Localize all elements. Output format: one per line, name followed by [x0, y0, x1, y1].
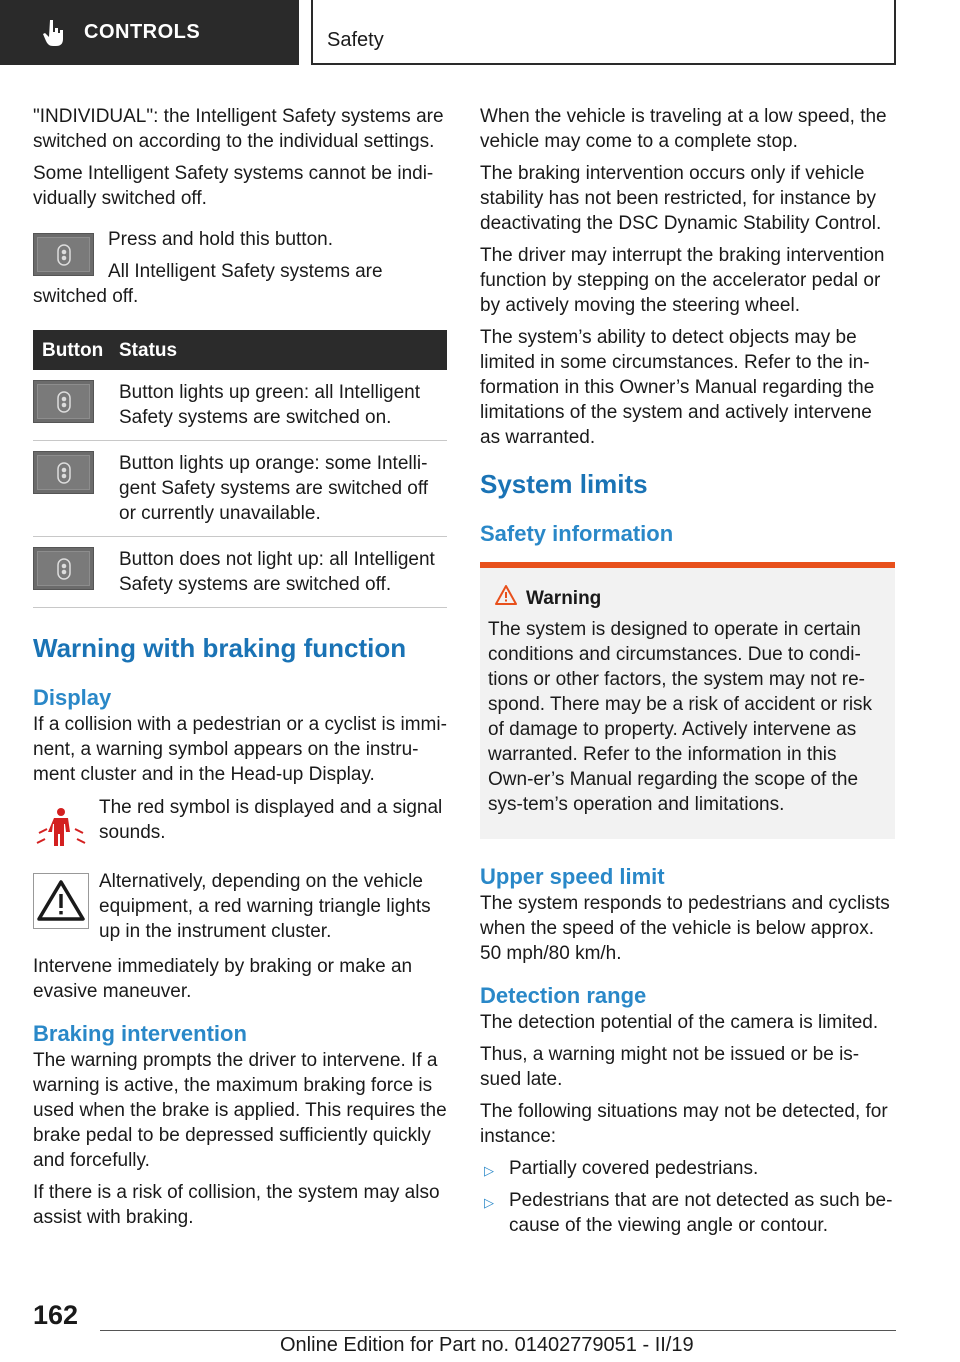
- heading-safety-information: Safety information: [480, 521, 674, 546]
- heading-display: Display: [33, 685, 112, 710]
- section-title-box: [311, 0, 896, 65]
- all-off-text: All Intelligent Safety systems are switched off.: [33, 261, 383, 307]
- red-symbol-text: The red symbol is displayed and a signal sounds.: [99, 797, 443, 843]
- table-row: [33, 537, 447, 608]
- bullet-triangle-icon: ▷: [484, 1195, 494, 1210]
- press-button-block: [33, 227, 447, 316]
- table-header-button: Button: [33, 330, 119, 370]
- detection-bullet-list: [480, 1156, 895, 1238]
- interrupt-paragraph: The driver may interrupt the braking intervention function by stepping on the accelerator pedal or by actively moving the steering wheel.: [480, 245, 885, 316]
- warning-triangle-icon: [33, 873, 89, 929]
- table-row: [33, 370, 447, 441]
- button-status-table: [33, 330, 447, 608]
- footer-edition: Online Edition for Part no. 01402779051 - II/19: [280, 1334, 694, 1356]
- intervene-paragraph: Intervene immediately by braking or make an evasive maneuver.: [33, 956, 413, 1002]
- speed-paragraph: The system responds to pedestrians and cyclists when the speed of the vehicle is below approx. 50 mph/80 km/h.: [480, 893, 890, 964]
- braking-paragraph-1: The warning prompts the driver to intervene. If a warning is active, the maximum braking force is used when the brake is applied. This requires the brake pedal to be depressed sufficiently quickly and forcefully.: [33, 1050, 447, 1171]
- section-tab-label: CONTROLS: [84, 21, 201, 43]
- heading-upper-speed-limit: Upper speed limit: [480, 864, 665, 889]
- hand-pointer-icon: [42, 18, 66, 48]
- page-number: 162: [33, 1300, 79, 1330]
- bullet-triangle-icon: ▷: [484, 1163, 494, 1178]
- heading-braking-intervention: Braking intervention: [33, 1021, 247, 1046]
- table-header-status: Status: [119, 330, 447, 370]
- heading-detection-range: Detection range: [480, 983, 647, 1008]
- status-cell: Button lights up orange: some Intelli-gent Safety systems are switched off or currently unavailable.: [119, 441, 447, 537]
- warning-title-text: Warning: [526, 588, 602, 609]
- range-paragraph-1: The detection potential of the camera is limited.: [480, 1012, 879, 1033]
- display-paragraph: If a collision with a pedestrian or a cyclist is immi-nent, a warning symbol appears on the instru-ment cluster and in the Head-up Display.: [33, 714, 447, 785]
- right-column: [480, 104, 895, 1245]
- section-tab: [0, 0, 299, 65]
- braking-paragraph-2: If there is a risk of collision, the system may also assist with braking.: [33, 1182, 440, 1228]
- individual-paragraph: "INDIVIDUAL": the Intelligent Safety systems are switched on according to the individual settings.: [33, 106, 444, 152]
- pedestrian-warning-icon: [33, 799, 89, 851]
- heading-system-limits: System limits: [480, 469, 648, 499]
- warning-box: [480, 562, 895, 839]
- press-hold-text: Press and hold this button.: [108, 229, 333, 250]
- list-item: ▷ Pedestrians that are not detected as such be-cause of the viewing angle or contour.: [484, 1190, 893, 1236]
- stability-paragraph: The braking intervention occurs only if vehicle stability has not been restricted, for instance by deactivating the DSC Dynamic Stability Control.: [480, 163, 882, 234]
- triangle-row: [33, 869, 447, 947]
- warning-icon: [494, 584, 518, 606]
- range-paragraph-2: Thus, a warning might not be issued or be is-sued late.: [480, 1044, 860, 1090]
- warning-text: The system is designed to operate in certain conditions and circumstances. Due to condi-tions or other factors, the system may not re-spond. There may be a risk of accident or risk of damage to property. Actively intervene as warranted. Refer to the information in this Own-er’s Manual regarding the scope of the sys-tem’s operation and limitations.: [488, 619, 873, 815]
- safety-button-icon: [33, 380, 94, 423]
- status-cell: Button does not light up: all Intelligent Safety systems are switched off.: [119, 537, 447, 608]
- range-paragraph-3: The following situations may not be detected, for instance:: [480, 1101, 888, 1147]
- footer-divider: [100, 1330, 896, 1331]
- triangle-text: Alternatively, depending on the vehicle equipment, a red warning triangle lights up in the instrument cluster.: [99, 871, 431, 942]
- detect-paragraph: The system’s ability to detect objects may be limited in some circumstances. Refer to the in-formation in this Owner’s Manual regarding the limitations of the system and actively intervene as warranted.: [480, 327, 875, 448]
- list-item: ▷ Partially covered pedestrians.: [480, 1156, 895, 1181]
- heading-warning-braking: Warning with braking function: [33, 633, 407, 663]
- safety-button-icon: [33, 451, 94, 494]
- red-symbol-row: [33, 795, 447, 855]
- section-title: Safety: [327, 29, 384, 51]
- safety-button-icon: [33, 233, 94, 276]
- switch-off-paragraph: Some Intelligent Safety systems cannot be indi-vidually switched off.: [33, 163, 434, 209]
- table-row: [33, 441, 447, 537]
- status-cell: Button lights up green: all Intelligent Safety systems are switched on.: [119, 370, 447, 441]
- low-speed-paragraph: When the vehicle is traveling at a low speed, the vehicle may come to a complete stop.: [480, 106, 887, 152]
- left-column: [33, 104, 447, 1237]
- safety-button-icon: [33, 547, 94, 590]
- warning-title: [526, 586, 887, 611]
